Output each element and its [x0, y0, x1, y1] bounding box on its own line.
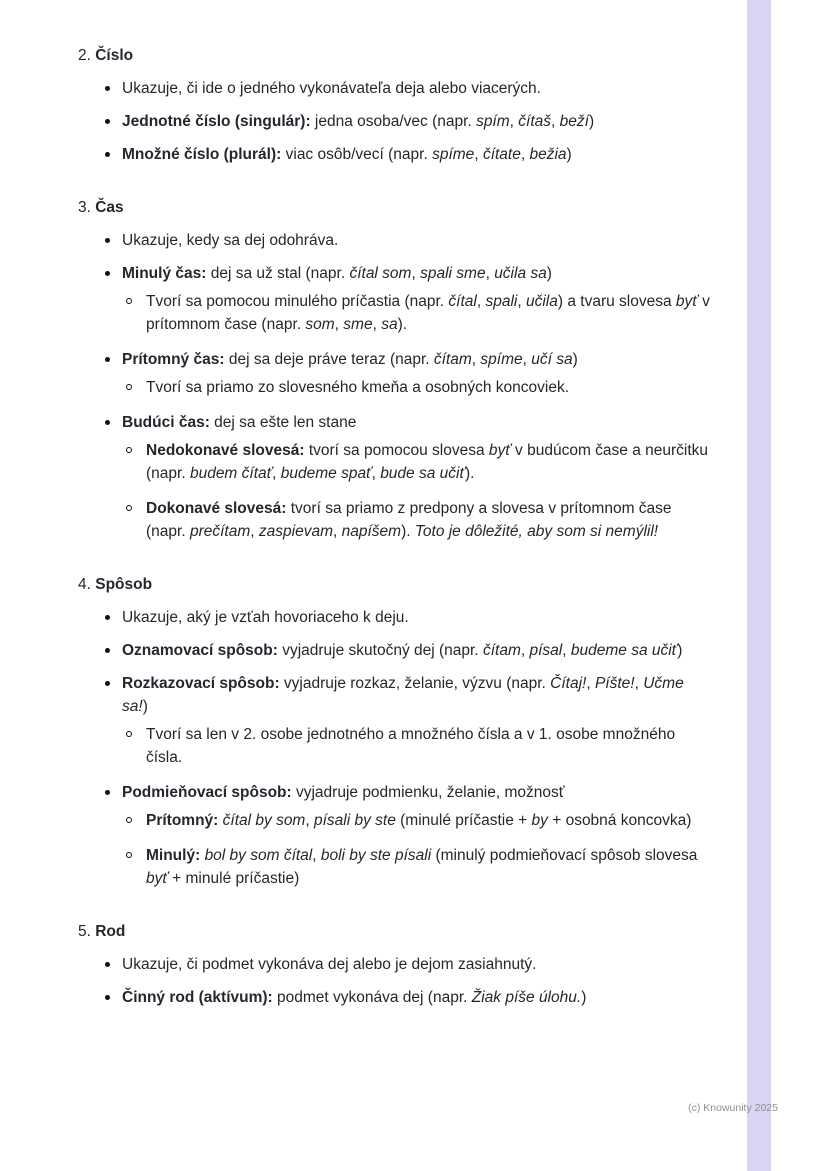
text-segment: (minulý podmieňovací spôsob slovesa — [431, 847, 698, 864]
bullet-marker-icon — [105, 648, 110, 653]
text-segment: + osobná koncovka) — [547, 812, 692, 829]
text-segment: , — [250, 523, 259, 540]
text-segment: v budúcom čase a neurčitku (napr. — [146, 442, 709, 482]
list-item-text — [146, 379, 569, 396]
list-item — [78, 411, 710, 434]
list-item — [78, 229, 710, 252]
list-item — [78, 781, 710, 804]
copyright-footer: (c) Knowunity 2025 — [688, 1102, 778, 1114]
text-segment: dej sa ešte len stane — [209, 414, 357, 431]
list-item-text — [122, 609, 409, 626]
list-item-text — [146, 847, 697, 887]
text-segment: čítal — [448, 293, 477, 310]
text-segment: , — [522, 351, 532, 368]
bullet-marker-icon — [105, 357, 110, 362]
bullet-marker-icon — [105, 152, 110, 157]
list-item-text — [146, 812, 691, 829]
text-segment: ) — [581, 989, 587, 1006]
bullet-marker-icon — [105, 790, 110, 795]
list-item — [78, 497, 710, 543]
section-heading — [78, 196, 710, 219]
sub-bullet-marker-icon — [126, 384, 132, 390]
text-segment: dej sa deje práve teraz (napr. — [224, 351, 434, 368]
text-segment: beží — [559, 113, 589, 130]
sub-bullet-marker-icon — [126, 298, 132, 304]
list-item-text — [122, 232, 338, 249]
bullet-marker-icon — [105, 86, 110, 91]
text-segment: viac osôb/vecí (napr. — [281, 146, 433, 163]
text-segment: , — [562, 642, 571, 659]
text-segment: bežia — [529, 146, 567, 163]
text-segment: spíme — [432, 146, 475, 163]
text-segment: ) — [142, 698, 148, 715]
text-segment: vyjadruje podmienku, želanie, možnosť — [291, 784, 565, 801]
text-segment: , — [517, 293, 526, 310]
list-item-text — [122, 784, 565, 801]
text-segment: bude sa učiť — [380, 465, 465, 482]
list-item-text — [122, 956, 536, 973]
list-item — [78, 348, 710, 371]
section-number: 4. — [78, 576, 96, 593]
sub-bullet-marker-icon — [126, 505, 132, 511]
text-segment: ) — [546, 265, 552, 282]
text-segment: sme — [343, 316, 373, 333]
text-segment: , — [371, 465, 381, 482]
section-title: Číslo — [95, 47, 134, 64]
text-segment: ) a tvaru slovesa — [557, 293, 676, 310]
text-segment: tvorí sa pomocou slovesa — [304, 442, 489, 459]
list-item — [78, 262, 710, 285]
section-number: 5. — [78, 923, 96, 940]
list-item — [78, 143, 710, 166]
text-segment: napíšem — [341, 523, 402, 540]
text-segment: spím — [476, 113, 510, 130]
text-segment: prečítam — [189, 523, 251, 540]
text-segment: boli by ste písali — [320, 847, 432, 864]
text-segment: čítate — [482, 146, 521, 163]
text-segment: , — [305, 812, 314, 829]
text-segment: , — [509, 113, 519, 130]
text-segment: som — [305, 316, 335, 333]
text-segment: podmet vykonáva dej (napr. — [272, 989, 472, 1006]
text-segment: by — [531, 812, 548, 829]
text-segment: ) — [572, 351, 578, 368]
text-segment: Rozkazovací spôsob: — [122, 675, 280, 692]
list-item-text — [122, 989, 586, 1006]
text-segment: byť — [146, 870, 168, 887]
page-edge-strip — [747, 0, 771, 1171]
text-segment: spíme — [480, 351, 523, 368]
list-item — [78, 723, 710, 769]
text-segment: byť — [488, 442, 511, 459]
list-item-text — [122, 642, 682, 659]
list-item — [78, 110, 710, 133]
list-item-text — [122, 80, 541, 97]
text-segment: (minulé príčastie + — [395, 812, 532, 829]
list-item — [78, 953, 710, 976]
list-item-text — [146, 726, 675, 766]
text-segment: Žiak píše úlohu. — [471, 989, 582, 1006]
text-segment: vyjadruje skutočný dej (napr. — [277, 642, 483, 659]
sub-bullet-marker-icon — [126, 447, 132, 453]
bullet-marker-icon — [105, 420, 110, 425]
list-item — [78, 986, 710, 1009]
text-segment: Činný rod (aktívum): — [122, 989, 273, 1006]
text-segment: , — [551, 113, 560, 130]
text-segment: Podmieňovací spôsob: — [122, 784, 292, 801]
section-title: Rod — [95, 923, 126, 940]
text-segment: Ukazuje, aký je vzťah hovoriaceho k deju. — [122, 609, 409, 626]
document-content — [78, 44, 710, 1009]
section-title: Spôsob — [95, 576, 153, 593]
text-segment: sa — [381, 316, 398, 333]
list-item-text — [122, 414, 356, 431]
text-segment: Tvorí sa priamo zo slovesného kmeňa a osobných koncoviek. — [146, 379, 570, 396]
text-segment: budeme spať — [280, 465, 372, 482]
text-segment: Ukazuje, či ide o jedného vykonávateľa deja alebo viacerých. — [122, 80, 541, 97]
bullet-marker-icon — [105, 995, 110, 1000]
text-segment: tvorí sa priamo z predpony a slovesa v prítomnom čase (napr. — [146, 500, 672, 540]
section-number: 2. — [78, 47, 96, 64]
text-segment: budeme sa učiť — [570, 642, 678, 659]
text-segment: Dokonavé slovesá: — [146, 500, 287, 517]
bullet-marker-icon — [105, 962, 110, 967]
text-segment: , — [476, 293, 486, 310]
text-segment: Nedokonavé slovesá: — [146, 442, 305, 459]
text-segment: Ukazuje, kedy sa dej odohráva. — [122, 232, 339, 249]
section-heading — [78, 920, 710, 943]
text-segment: čítam — [433, 351, 472, 368]
text-segment: , — [312, 847, 321, 864]
section-number: 3. — [78, 199, 96, 216]
list-item — [78, 809, 710, 832]
text-segment: , — [474, 146, 483, 163]
list-item-text — [122, 675, 684, 715]
text-segment: Čítaj! — [550, 675, 587, 692]
list-item-text — [146, 442, 708, 482]
list-item — [78, 290, 710, 336]
list-item — [78, 77, 710, 100]
list-item-text — [146, 293, 710, 333]
text-segment: Učme sa! — [122, 675, 684, 715]
text-segment: , — [471, 351, 481, 368]
list-item — [78, 844, 710, 890]
text-segment: , — [520, 146, 530, 163]
text-segment: Množné číslo (plurál): — [122, 146, 282, 163]
text-segment: v prítomnom čase (napr. — [146, 293, 710, 333]
text-segment: čítal by som — [222, 812, 306, 829]
sub-bullet-marker-icon — [126, 817, 132, 823]
text-segment: byť — [675, 293, 698, 310]
text-segment: písali by ste — [313, 812, 396, 829]
text-segment: Tvorí sa pomocou minulého príčastia (napr. — [146, 293, 449, 310]
sub-bullet-marker-icon — [126, 731, 132, 737]
list-item — [78, 439, 710, 485]
sub-bullet-marker-icon — [126, 852, 132, 858]
list-item — [78, 672, 710, 718]
text-segment: Prítomný čas: — [122, 351, 225, 368]
section-title: Čas — [95, 199, 124, 216]
text-segment: Budúci čas: — [122, 414, 210, 431]
list-item-text — [122, 146, 572, 163]
text-segment: , — [272, 465, 281, 482]
text-segment: Oznamovací spôsob: — [122, 642, 278, 659]
text-segment: , — [634, 675, 644, 692]
text-segment: učila sa — [494, 265, 547, 282]
text-segment: spali sme — [420, 265, 486, 282]
section-heading — [78, 573, 710, 596]
list-item-text — [122, 265, 552, 282]
bullet-marker-icon — [105, 238, 110, 243]
text-segment: učí sa — [531, 351, 573, 368]
text-segment: Píšte! — [594, 675, 635, 692]
text-segment: ) — [588, 113, 595, 130]
list-item — [78, 376, 710, 399]
text-segment: ) — [566, 146, 572, 163]
list-item — [78, 639, 710, 662]
text-segment: ) — [677, 642, 683, 659]
text-segment: Minulý: — [146, 847, 201, 864]
bullet-marker-icon — [105, 681, 110, 686]
text-segment: , — [520, 642, 530, 659]
text-segment: Tvorí sa len v 2. osobe jednotného a množného čísla a v 1. osobe množného čísla. — [146, 726, 676, 766]
text-segment: , — [586, 675, 595, 692]
bullet-marker-icon — [105, 271, 110, 276]
list-item — [78, 606, 710, 629]
text-segment: ). — [464, 465, 475, 482]
text-segment: čítaš — [518, 113, 552, 130]
text-segment: Prítomný: — [146, 812, 219, 829]
text-segment: , — [411, 265, 421, 282]
text-segment: zaspievam — [258, 523, 333, 540]
text-segment: Toto je dôležité, aby som si nemýlil! — [414, 523, 659, 540]
text-segment: učila — [525, 293, 558, 310]
text-segment: ). — [397, 316, 408, 333]
text-segment: vyjadruje rozkaz, želanie, výzvu (napr. — [279, 675, 551, 692]
text-segment: + minulé príčastie) — [167, 870, 300, 887]
text-segment: , — [485, 265, 495, 282]
list-item-text — [122, 351, 578, 368]
text-segment: Minulý čas: — [122, 265, 207, 282]
text-segment: spali — [485, 293, 518, 310]
text-segment: písal — [529, 642, 563, 659]
text-segment: budem čítať — [189, 465, 273, 482]
bullet-marker-icon — [105, 119, 110, 124]
list-item-text — [122, 113, 594, 130]
list-item-text — [146, 500, 672, 540]
text-segment: jedna osoba/vec (napr. — [310, 113, 477, 130]
text-segment: čítam — [482, 642, 521, 659]
text-segment: dej sa už stal (napr. — [206, 265, 350, 282]
text-segment: čítal som — [349, 265, 412, 282]
text-segment: , — [332, 523, 342, 540]
bullet-marker-icon — [105, 615, 110, 620]
text-segment: , — [334, 316, 344, 333]
text-segment: ). — [401, 523, 415, 540]
text-segment: Ukazuje, či podmet vykonáva dej alebo je dejom zasiahnutý. — [122, 956, 537, 973]
text-segment: , — [372, 316, 382, 333]
text-segment: Jednotné číslo (singulár): — [122, 113, 311, 130]
section-heading — [78, 44, 710, 67]
text-segment: bol by som čítal — [204, 847, 313, 864]
